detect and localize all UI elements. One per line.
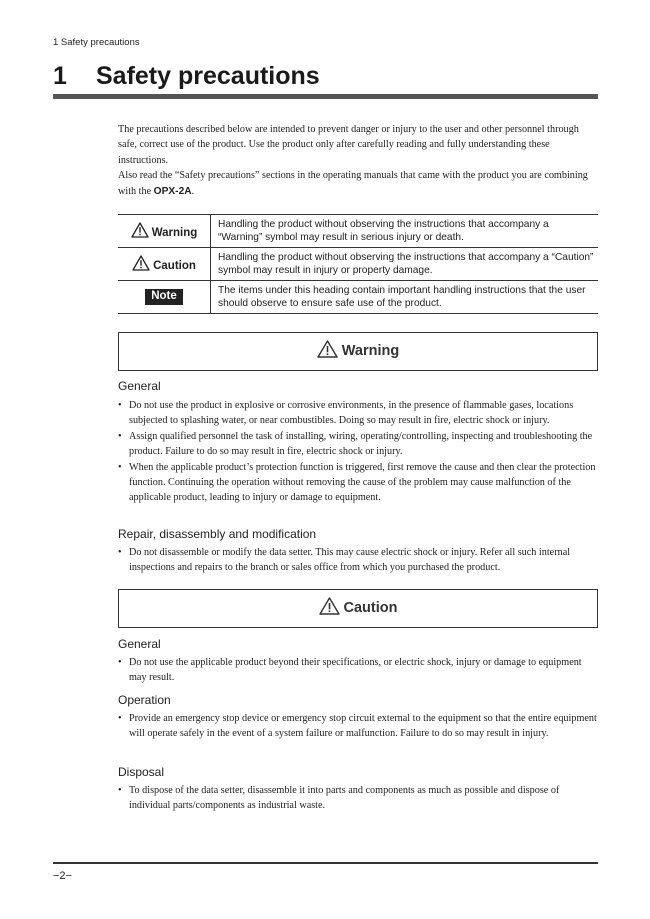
running-header: 1 Safety precautions [53,37,140,48]
subheading-operation: Operation [118,693,171,707]
warning-triangle-icon [317,340,338,358]
legend-symbol-caution: Caution [118,248,211,281]
section-title: Safety precautions [96,62,320,90]
list-item: • Do not use the product in explosive or corrosive environments, in the presence of flammable gases, locations subjected to splashing water, or near combustibles. Doing so may result in fire, electric shock or injury. [118,400,574,427]
caution-disposal-list [118,783,600,814]
list-item: • Provide an emergency stop device or emergency stop circuit external to the equipment so that the entire equipment will operate safely in the event of a system failure or malfunction. Failure to do so may result in injury. [118,713,597,740]
warning-triangle-icon [131,222,149,238]
legend-symbol-warning: Warning [118,215,211,248]
caution-operation-list [118,711,600,742]
subheading-general: General [118,637,161,651]
intro-paragraph-2: Also read the “Safety precautions” sections in the operating manuals that came with the product you are combining with the OPX-2A. [118,170,588,197]
page-title [53,62,320,91]
legend-description: The items under this heading contain important handling instructions that the user should observe to ensure safe use of the product. [211,281,599,314]
list-item: • To dispose of the data setter, disassemble it into parts and components as much as possible and dispose of individual parts/components as industrial waste. [118,785,560,812]
legend-description: Handling the product without observing the instructions that accompany a “Caution” symbol may result in injury or property damage. [211,248,599,281]
note-badge: Note [145,289,183,305]
legend-row-warning [118,215,598,248]
list-item: • Do not use the applicable product beyond their specifications, or electric shock, injury or damage to equipment may result. [118,657,582,684]
intro-paragraph-1: The precautions described below are intended to prevent danger or injury to the user and other personnel through safe, correct use of the product. Use the product only after carefully reading and fully understanding these instructions. [118,124,579,166]
list-item: • When the applicable product’s protection function is triggered, first remove the cause and then clear the protection function. Continuing the operation without removing the cause of the problem may cause malfunction of the applicable product, leading to injury or damage to equipment. [118,461,596,504]
warning-triangle-icon [132,255,150,271]
footer-rule [53,862,598,864]
subheading-repair: Repair, disassembly and modification [118,527,317,541]
subheading-general: General [118,379,161,393]
title-rule [53,94,598,99]
legend-row-note [118,281,598,314]
legend-description: Handling the product without observing the instructions that accompany a “Warning” symbol may result in serious injury or death. [211,215,599,248]
page-number: −2− [53,870,72,882]
list-item: • Assign qualified personnel the task of installing, wiring, operating/controlling, inspecting and troubleshooting the product. Failure to do so may result in fire, electric shock or injury. [118,430,593,458]
list-item: • Do not disassemble or modify the data setter. This may cause electric shock or injury. Refer all such internal inspections and repairs to the branch or sales office from which you purchased the product. [118,547,571,574]
warning-triangle-icon [319,597,340,615]
product-code: OPX-2A [153,185,192,197]
legend-row-caution [118,248,598,281]
caution-general-list [118,655,600,686]
subheading-disposal: Disposal [118,765,165,779]
warning-general-list [118,398,600,506]
symbol-legend-table [118,214,598,314]
section-number: 1 [53,62,67,90]
warning-repair-list [118,545,600,576]
caution-heading-box: Caution [118,589,598,628]
warning-heading-box: Warning [118,332,598,371]
legend-symbol-note [118,281,211,314]
intro-text [118,122,598,199]
